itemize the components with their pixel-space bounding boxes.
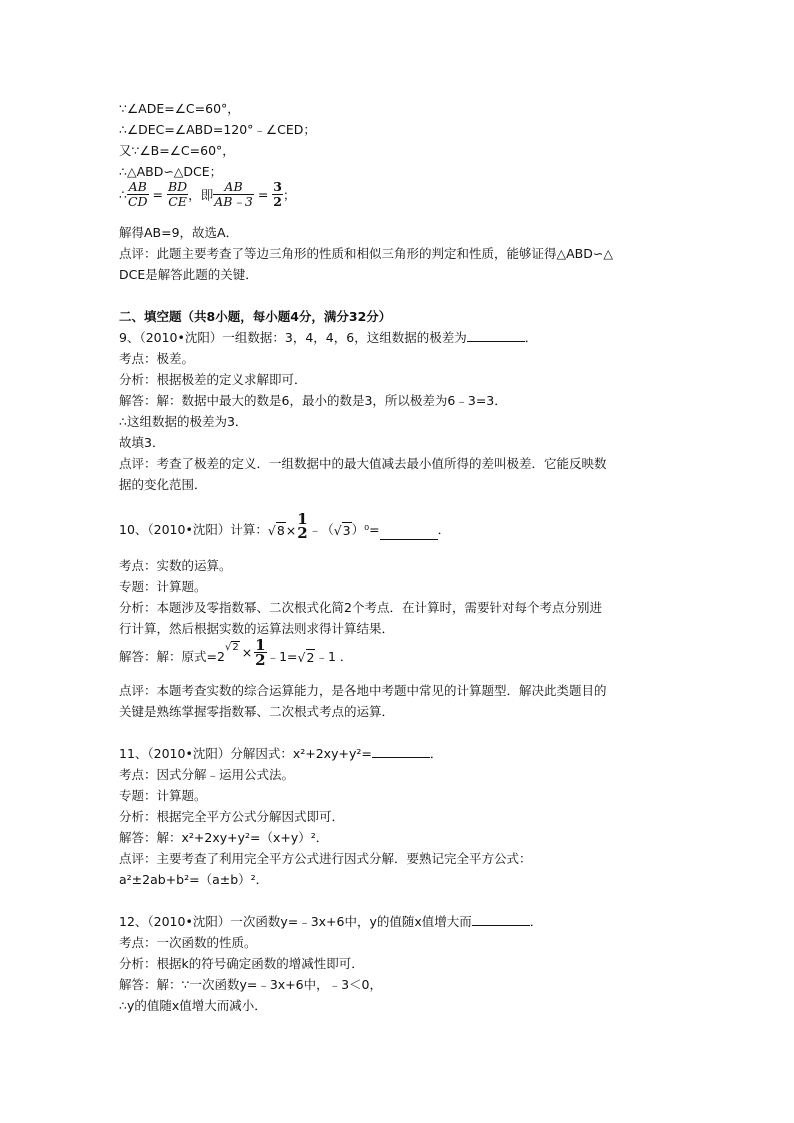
analysis: 分析：根据极差的定义求解即可．: [119, 372, 307, 387]
solution-line: 又∵∠B=∠C=60°，: [119, 143, 235, 158]
solution-line: ∵∠ADE=∠C=60°，: [119, 101, 240, 116]
kaodian: 考点：实数的运算。: [119, 558, 232, 573]
sqrt-3: √3: [333, 523, 351, 538]
question-11: 11、（2010•沈阳）分解因式：x²+2xy+y²= ．: [119, 746, 443, 761]
solution-line: ∴∠DEC=∠ABD=120°﹣∠CED；: [119, 122, 316, 137]
solution-line: 解得AB=9，故选A．: [119, 225, 239, 240]
question-12: 12、（2010•沈阳）一次函数y=﹣3x+6中，y的值随x值增大而 ．: [119, 914, 543, 929]
fraction: $\frac{AB}{AB﹣3}$: [214, 179, 253, 209]
kaodian: 考点：因式分解﹣运用公式法。: [119, 767, 295, 782]
comment-line: 点评：此题主要考查了等边三角形的性质和相似三角形的判定和性质，能够证得△ABD∽△: [119, 246, 613, 261]
topic: 专题：计算题。: [119, 788, 207, 803]
fraction-equation: ∴ $\frac{AB}{CD}$ = $\frac{BD}{CE}$ ，即 $\frac{AB}{AB﹣3}$ = $\frac{3}{2}$ ；: [119, 179, 296, 209]
analysis: 分析：根据完全平方公式分解因式即可．: [119, 809, 345, 824]
comment-line: 点评：主要考查了利用完全平方公式进行因式分解．要熟记完全平方公式：: [119, 851, 532, 866]
sqrt-2-exponent: √2: [224, 642, 239, 653]
answer-line: ∴y的值随x值增大而减小．: [119, 998, 267, 1013]
kaodian: 考点：一次函数的性质。: [119, 935, 257, 950]
question-10: 10、（2010•沈阳）计算：√8× 1 2 ﹣（√3）⁰= ．: [119, 510, 451, 542]
exponent-half: 1 2: [297, 510, 308, 542]
answer: 解答：解：x²+2xy+y²=（x+y）²．: [119, 830, 329, 845]
fraction: $\frac{3}{2}$: [273, 179, 282, 209]
text: ，即: [188, 187, 214, 203]
sqrt-2: √2: [297, 650, 315, 665]
fraction: $\frac{AB}{CD}$: [127, 179, 148, 209]
answer-line: ∴这组数据的极差为3．: [119, 414, 248, 429]
answer: 解答：解：数据中最大的数是6，最小的数是3，所以极差为6﹣3=3．: [119, 393, 507, 408]
answer-blank: [380, 527, 438, 540]
solution-line: ∴△ABD∽△DCE；: [119, 164, 223, 179]
comment-line: DCE是解答此题的关键．: [119, 267, 258, 282]
therefore-sign: ∴: [119, 187, 127, 202]
section-title: 二、填空题（共8小题，每小题4分，满分32分）: [119, 309, 392, 324]
comment-line: 关键是熟练掌握零指数幂、二次根式考点的运算．: [119, 704, 395, 719]
comment-line: a²±2ab+b²=（a±b）²．: [119, 872, 269, 887]
analysis-line: 行计算，然后根据实数的运算法则求得计算结果．: [119, 621, 395, 636]
comment-line: 据的变化范围．: [119, 477, 207, 492]
question-9: 9、（2010•沈阳）一组数据：3，4，4，6，这组数据的极差为 ．: [119, 330, 538, 345]
fraction-half: $\frac{1}{2}$: [255, 636, 266, 669]
comment-line: 点评：考查了极差的定义．一组数据中的最大值减去最小值所得的差叫极差．它能反映数: [119, 456, 607, 471]
sqrt-8: √8: [267, 523, 285, 538]
fraction: $\frac{BD}{CE}$: [167, 179, 188, 209]
topic: 专题：计算题。: [119, 579, 207, 594]
answer-blank: [472, 915, 530, 926]
answer-line: 故填3．: [119, 435, 165, 450]
kaodian: 考点：极差。: [119, 351, 195, 366]
answer-blank: [467, 331, 525, 342]
analysis-line: 分析：本题涉及零指数幂、二次根式化简2个考点．在计算时，需要针对每个考点分别进: [119, 600, 602, 615]
answer-blank: [372, 747, 430, 758]
comment-line: 点评：本题考查实数的综合运算能力，是各地中考题中常见的计算题型．解决此类题目的: [119, 683, 607, 698]
analysis: 分析：根据k的符号确定函数的增减性即可．: [119, 956, 364, 971]
answer-formula: 解答：解：原式=2√2 × $\frac{1}{2}$ ﹣1=√2﹣1 ．: [119, 636, 353, 669]
answer: 解答：解：∵一次函数y=﹣3x+6中，﹣3＜0，: [119, 977, 383, 992]
